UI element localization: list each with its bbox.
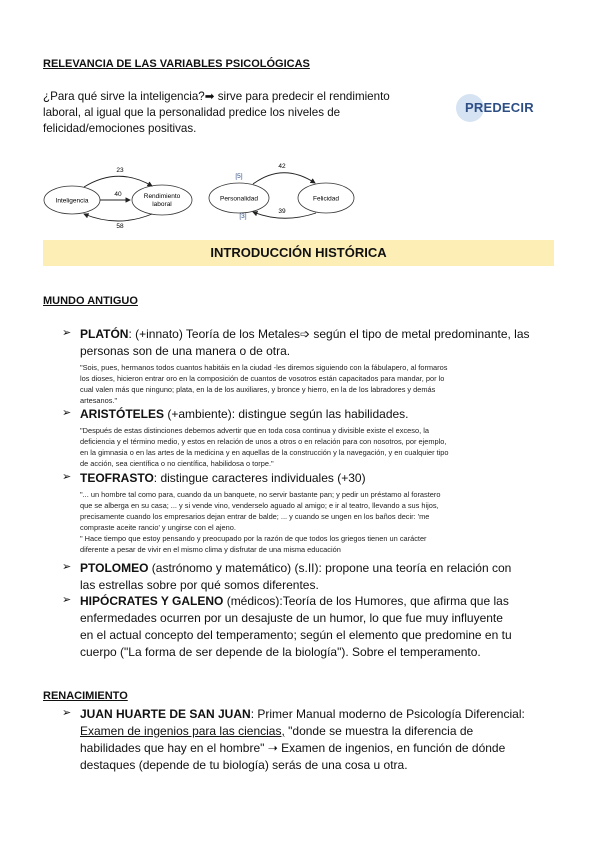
bullet-name: JUAN HUARTE DE SAN JUAN	[80, 707, 251, 721]
bullet-text-line: enfermedades ocurren por un desajuste de un humor, lo que fue muy influyente	[80, 611, 503, 625]
bullet-text: (+ambiente): distingue según las habilidades.	[164, 407, 409, 421]
value-middle: 40	[114, 191, 122, 198]
value-bottom: 58	[116, 223, 124, 228]
bullet-main-text	[80, 470, 560, 487]
bullet-arrow-icon: ➢	[62, 707, 72, 719]
quote-line: que se alberga en su casa; ... y si vende vino, venderselo aguado al amigo; e ir al teatro, llevando a sus hijos,	[80, 501, 439, 510]
predecir-badge	[456, 94, 538, 122]
node-rendimiento-label: Rendimiento	[143, 193, 181, 200]
quote-line: "Después de estas distinciones debemos advertir que en toda cosa continua y divisible existe el exceso, la	[80, 426, 429, 435]
bullet-main-text	[80, 560, 560, 577]
book-title: Examen de ingenios para las ciencias,	[80, 724, 285, 738]
bullet-text-line: cuerpo ("La forma de ser depende de la biología"). Sobre el temperamento.	[80, 645, 481, 659]
bullet-name: HIPÓCRATES Y GALENO	[80, 594, 224, 608]
bullet-text: : (+innato) Teoría de los Metales➩ según el tipo de metal predominante, las	[128, 327, 530, 341]
quote-line: "Sois, pues, hermanos todos cuantos habitáis en la ciudad -les diremos siguiendo con la fábulapero, al formaros	[80, 363, 448, 372]
node-rendimiento	[132, 185, 192, 215]
node-rendimiento-label: laboral	[152, 201, 172, 208]
bullet-main-text	[80, 406, 560, 423]
quote-line: diferente a pesar de vivir en el mismo clima y disfrutar de una misma educación	[80, 545, 341, 554]
bullet-arrow-icon: ➢	[62, 561, 72, 573]
section-title-renacimiento: RENACIMIENTO	[43, 690, 128, 702]
quote-line: precisamente cuando los empresarios dejan entrar de balde; ... y cuando se ungen en los baños decir: 'me	[80, 512, 430, 521]
bullet-text-line: las estrellas sobre por qué somos diferentes.	[80, 578, 319, 592]
value-top-2: 42	[278, 163, 286, 170]
bullet-text: : distingue caracteres individuales (+30)	[153, 471, 366, 485]
bullet-text-line: en el actual concepto del temperamento; según el elemento que predomine en tu	[80, 628, 512, 642]
bullet-text-line	[80, 723, 560, 740]
quote-line: cual valen más que ninguno; plata, en la de los auxiliares, y bronce y hierro, en la de los labradores y demás	[80, 385, 436, 394]
intro-paragraph	[43, 89, 443, 137]
arrow-bottom	[84, 214, 152, 221]
bullet-hipocrates	[62, 593, 560, 661]
bullet-arrow-icon: ➢	[62, 327, 72, 339]
bullet-ptolomeo	[62, 560, 560, 594]
bullet-text-line: habilidades que hay en el hombre" ➝ Examen de ingenios, en función de dónde	[80, 741, 506, 755]
intro-line: laboral, al igual que la personalidad predice los niveles de	[43, 106, 341, 119]
quote-line: artesanos."	[80, 396, 118, 405]
node-inteligencia-label: Inteligencia	[55, 197, 89, 205]
bullet-arrow-icon: ➢	[62, 471, 72, 483]
quote-line: en la gimnasia o en las artes de la medicina y en aquellas de la construcción y la navegación, y en cualquier tipo	[80, 448, 449, 457]
bullet-text-line: personas son de una manera o de otra.	[80, 344, 291, 358]
node-felicidad-label: Felicidad	[312, 195, 340, 203]
bullet-arrow-icon: ➢	[62, 407, 72, 419]
bullet-text: (médicos):Teoría de los Humores, que afirma que las	[223, 594, 509, 608]
relationship-diagrams	[40, 158, 380, 228]
quote-line: de acción, sea científica o no científica, habilidosa o torpe."	[80, 459, 274, 468]
value-top: 23	[116, 167, 124, 174]
bullet-huarte	[62, 706, 560, 774]
bullet-name: PTOLOMEO	[80, 561, 149, 575]
bullet-teofrasto	[62, 470, 560, 555]
section-title-relevancia: RELEVANCIA DE LAS VARIABLES PSICOLÓGICAS	[43, 58, 310, 70]
quote-line: compraste aceite rancio' y ungirse con el ajeno.	[80, 523, 236, 532]
bullet-platon	[62, 326, 560, 406]
bullet-name: PLATÓN	[80, 327, 129, 341]
arrow-top	[84, 176, 152, 187]
bullet-main-text	[80, 593, 560, 610]
bullet-text-line: destaques (depende de tu biología) serás de una cosa u otra.	[80, 758, 408, 772]
quote-block	[80, 362, 560, 406]
bullet-main-text	[80, 706, 560, 723]
bullet-arrow-icon: ➢	[62, 594, 72, 606]
bullet-main-text	[80, 326, 560, 343]
quote-line: los dioses, hicieron entrar oro en la composición de cuantos de vosotros están capacitados para mandar, por lo	[80, 374, 445, 383]
quote-line: " Hace tiempo que estoy pensando y preocupado por la razón de que todos los griegos tienen un carácter	[80, 534, 427, 543]
badge-label: PREDECIR	[465, 100, 534, 115]
bullet-text: : Primer Manual moderno de Psicología Diferencial:	[250, 707, 525, 721]
section-banner: INTRODUCCIÓN HISTÓRICA	[43, 240, 554, 266]
bullet-text: "donde se muestra la diferencia de	[284, 724, 474, 738]
arrow-top-2	[253, 173, 315, 184]
bullet-name: TEOFRASTO	[80, 471, 154, 485]
quote-line: deficiencia y el término medio, y estos en relación de unos a otros o en relación para con nosotros, por ejemplo,	[80, 437, 447, 446]
intro-line: felicidad/emociones positivas.	[43, 122, 197, 135]
section-title-mundo-antiguo: MUNDO ANTIGUO	[43, 295, 138, 307]
quote-line: "... un hombre tal como para, cuando da un banquete, no servir bastante pan; y pedir un préstamo al forastero	[80, 490, 441, 499]
value-bottom-2: 39	[278, 208, 286, 215]
node-personalidad-label: Personalidad	[220, 195, 258, 203]
quote-block	[80, 425, 560, 469]
quote-block	[80, 489, 560, 555]
value-left-top-2: [5]	[235, 173, 243, 180]
intro-line: ¿Para qué sirve la inteligencia?➡ sirve para predecir el rendimiento	[43, 90, 390, 103]
bullet-text: (astrónomo y matemático) (s.II): propone una teoría en relación con	[148, 561, 512, 575]
value-left-bottom-2: [3]	[239, 213, 247, 220]
bullet-name: ARISTÓTELES	[80, 407, 165, 421]
bullet-aristoteles	[62, 406, 560, 469]
